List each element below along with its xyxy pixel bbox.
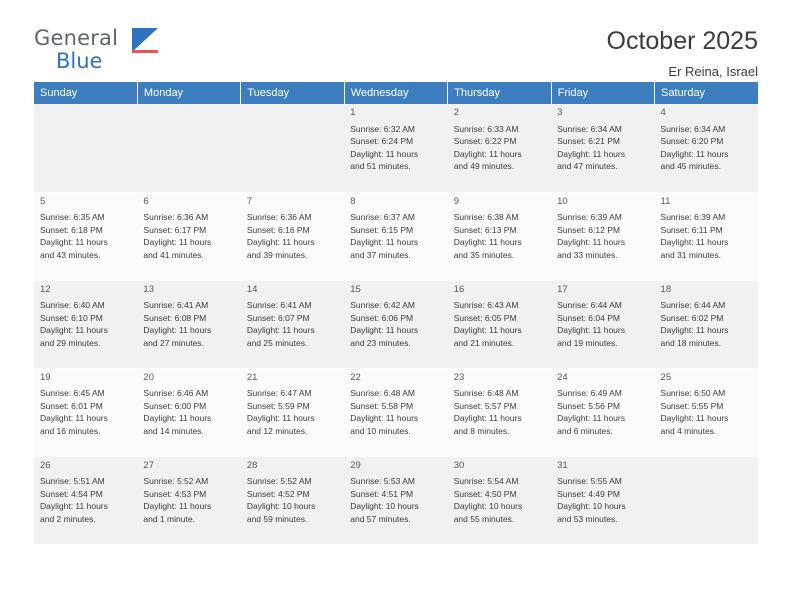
weekday-header-row (34, 82, 758, 104)
day-number: 11 (660, 195, 671, 207)
day-sunrise-text: Sunrise: 6:35 AM (40, 212, 105, 222)
day-daylight2-text: and 33 minutes. (557, 249, 618, 260)
calendar-day-cell (551, 456, 654, 544)
day-daylight1-text: Daylight: 10 hours (557, 501, 626, 511)
day-number: 21 (246, 371, 258, 383)
calendar-week-row (34, 368, 758, 456)
page-header (34, 0, 758, 79)
day-number: 28 (246, 459, 258, 471)
day-number: 1 (350, 107, 356, 118)
day-sunrise-text: Sunrise: 6:34 AM (557, 123, 622, 134)
day-sunset-text: Sunset: 6:06 PM (350, 312, 414, 323)
day-number: 13 (143, 283, 154, 295)
day-sunset-text: Sunset: 5:55 PM (660, 400, 724, 411)
day-sunrise-text: Sunrise: 6:39 AM (557, 212, 622, 222)
day-number: 9 (453, 195, 459, 207)
day-daylight1-text: Daylight: 11 hours (143, 501, 212, 511)
day-daylight1-text: Daylight: 10 hours (453, 501, 523, 511)
day-sunset-text: Sunset: 5:57 PM (453, 400, 517, 411)
location-label: Er Reina, Israel (668, 64, 758, 79)
day-sunset-text: Sunset: 6:10 PM (40, 312, 103, 323)
calendar-week-row (34, 104, 758, 192)
day-number: 4 (660, 107, 666, 118)
day-daylight1-text: Daylight: 11 hours (40, 501, 108, 511)
day-sunrise-text: Sunrise: 6:37 AM (350, 212, 415, 222)
day-daylight1-text: Daylight: 11 hours (557, 325, 625, 335)
day-sunrise-text: Sunrise: 5:54 AM (453, 476, 519, 486)
calendar-day-cell (344, 368, 447, 456)
calendar-week-row (34, 192, 758, 280)
day-daylight1-text: Daylight: 11 hours (350, 148, 419, 159)
day-daylight1-text: Daylight: 11 hours (143, 413, 212, 423)
day-sunset-text: Sunset: 4:53 PM (143, 488, 207, 499)
day-number: 12 (40, 283, 51, 295)
day-daylight2-text: and 49 minutes. (453, 161, 515, 171)
calendar-day-cell (551, 280, 654, 368)
day-sunrise-text: Sunrise: 6:43 AM (453, 300, 519, 310)
day-daylight2-text: and 51 minutes. (350, 161, 411, 171)
day-daylight1-text: Daylight: 11 hours (350, 237, 419, 247)
day-daylight1-text: Daylight: 11 hours (143, 237, 212, 247)
day-sunset-text: Sunset: 4:54 PM (40, 488, 103, 499)
day-number: 5 (40, 195, 46, 207)
day-number: 26 (40, 459, 51, 471)
day-sunrise-text: Sunrise: 6:44 AM (660, 300, 726, 310)
weekday-header-saturday: Saturday (655, 82, 758, 104)
day-daylight2-text: and 8 minutes. (453, 425, 510, 436)
calendar-day-cell (34, 192, 137, 280)
day-daylight2-text: and 1 minute. (143, 513, 195, 524)
day-number: 17 (557, 283, 568, 295)
day-number: 14 (246, 283, 258, 295)
day-daylight2-text: and 25 minutes. (246, 337, 308, 348)
day-sunset-text: Sunset: 6:04 PM (557, 312, 620, 323)
day-number: 24 (557, 371, 568, 383)
calendar-day-cell (137, 368, 240, 456)
weekday-header-friday: Friday (551, 82, 654, 104)
day-number: 27 (143, 459, 154, 471)
day-daylight1-text: Daylight: 11 hours (143, 325, 212, 335)
calendar-cell-empty (655, 456, 758, 544)
calendar-day-cell (34, 368, 137, 456)
day-sunset-text: Sunset: 6:11 PM (660, 224, 723, 235)
day-daylight1-text: Daylight: 11 hours (453, 325, 522, 335)
calendar-day-cell (344, 456, 447, 544)
day-number: 16 (453, 283, 465, 295)
calendar-day-cell (448, 456, 551, 544)
calendar-day-cell (551, 192, 654, 280)
day-daylight2-text: and 31 minutes. (660, 249, 722, 260)
day-sunrise-text: Sunrise: 6:36 AM (246, 212, 312, 222)
logo-text-blue: Blue (56, 49, 103, 73)
day-daylight1-text: Daylight: 10 hours (246, 501, 316, 511)
logo-text-general: General (34, 26, 119, 50)
day-sunset-text: Sunset: 6:22 PM (453, 136, 517, 146)
day-daylight1-text: Daylight: 11 hours (246, 325, 315, 335)
day-sunset-text: Sunset: 6:08 PM (143, 312, 207, 323)
calendar-day-cell (241, 456, 344, 544)
day-sunrise-text: Sunrise: 6:48 AM (453, 388, 519, 398)
day-daylight2-text: and 10 minutes. (350, 425, 411, 436)
day-sunrise-text: Sunrise: 6:36 AM (143, 212, 209, 222)
day-sunset-text: Sunset: 6:18 PM (40, 224, 103, 235)
day-daylight1-text: Daylight: 11 hours (557, 148, 625, 159)
day-sunrise-text: Sunrise: 5:51 AM (40, 476, 105, 486)
day-number: 10 (557, 195, 568, 207)
calendar-day-cell (34, 280, 137, 368)
day-number: 23 (453, 371, 465, 383)
day-sunrise-text: Sunrise: 6:47 AM (246, 388, 312, 398)
day-sunrise-text: Sunrise: 6:49 AM (557, 388, 622, 398)
calendar-day-cell (448, 368, 551, 456)
day-daylight2-text: and 6 minutes. (557, 425, 613, 436)
day-number: 20 (143, 371, 154, 383)
day-daylight2-text: and 53 minutes. (557, 513, 618, 524)
calendar-day-cell (655, 192, 758, 280)
calendar-day-cell (448, 104, 551, 192)
day-daylight1-text: Daylight: 11 hours (350, 413, 419, 423)
day-number: 19 (40, 371, 51, 383)
day-sunset-text: Sunset: 5:59 PM (246, 400, 310, 411)
day-daylight2-text: and 41 minutes. (143, 249, 204, 260)
day-daylight2-text: and 12 minutes. (246, 425, 308, 436)
day-sunrise-text: Sunrise: 6:44 AM (557, 300, 622, 310)
day-sunrise-text: Sunrise: 6:38 AM (453, 212, 519, 222)
day-sunrise-text: Sunrise: 5:55 AM (557, 476, 622, 486)
day-sunrise-text: Sunrise: 6:45 AM (40, 388, 105, 398)
day-daylight2-text: and 29 minutes. (40, 337, 101, 348)
day-sunrise-text: Sunrise: 6:33 AM (453, 123, 519, 134)
calendar-body (34, 104, 758, 544)
day-sunset-text: Sunset: 6:02 PM (660, 312, 724, 323)
day-daylight2-text: and 21 minutes. (453, 337, 515, 348)
day-daylight1-text: Daylight: 11 hours (453, 237, 522, 247)
day-daylight1-text: Daylight: 11 hours (350, 325, 419, 335)
day-number: 3 (557, 107, 563, 118)
day-number: 22 (350, 371, 361, 383)
day-sunset-text: Sunset: 6:20 PM (660, 136, 724, 146)
day-daylight2-text: and 55 minutes. (453, 513, 515, 524)
day-daylight1-text: Daylight: 11 hours (40, 413, 108, 423)
day-sunset-text: Sunset: 6:17 PM (143, 224, 207, 235)
calendar-day-cell (655, 280, 758, 368)
day-daylight2-text: and 18 minutes. (660, 337, 722, 348)
day-daylight1-text: Daylight: 11 hours (453, 413, 522, 423)
day-daylight2-text: and 27 minutes. (143, 337, 204, 348)
day-sunset-text: Sunset: 4:49 PM (557, 488, 620, 499)
calendar-cell-empty (34, 104, 137, 192)
day-sunset-text: Sunset: 4:51 PM (350, 488, 414, 499)
day-number: 8 (350, 195, 356, 207)
calendar-day-cell (448, 192, 551, 280)
calendar-day-cell (241, 192, 344, 280)
day-daylight2-text: and 23 minutes. (350, 337, 411, 348)
day-daylight1-text: Daylight: 11 hours (557, 237, 625, 247)
day-number: 6 (143, 195, 149, 207)
day-daylight1-text: Daylight: 11 hours (246, 413, 315, 423)
day-sunrise-text: Sunrise: 6:41 AM (246, 300, 312, 310)
day-daylight2-text: and 37 minutes. (350, 249, 411, 260)
calendar-cell-empty (137, 104, 240, 192)
calendar-day-cell (34, 456, 137, 544)
day-daylight2-text: and 47 minutes. (557, 161, 618, 171)
day-number: 31 (557, 459, 568, 471)
calendar-table (34, 82, 758, 545)
day-sunset-text: Sunset: 6:13 PM (453, 224, 517, 235)
calendar-week-row (34, 456, 758, 544)
calendar-day-cell (137, 456, 240, 544)
day-sunrise-text: Sunrise: 5:52 AM (143, 476, 209, 486)
calendar-day-cell (344, 104, 447, 192)
day-sunrise-text: Sunrise: 6:32 AM (350, 123, 415, 134)
day-sunrise-text: Sunrise: 5:53 AM (350, 476, 415, 486)
day-sunrise-text: Sunrise: 6:48 AM (350, 388, 415, 398)
calendar-day-cell (137, 280, 240, 368)
day-daylight2-text: and 19 minutes. (557, 337, 618, 348)
page-title: October 2025 (606, 27, 758, 55)
day-daylight2-text: and 2 minutes. (40, 513, 96, 524)
day-sunset-text: Sunset: 6:05 PM (453, 312, 517, 323)
day-sunrise-text: Sunrise: 6:41 AM (143, 300, 209, 310)
calendar-day-cell (241, 280, 344, 368)
day-number: 7 (246, 195, 253, 207)
day-sunset-text: Sunset: 6:24 PM (350, 136, 414, 146)
day-daylight2-text: and 57 minutes. (350, 513, 411, 524)
calendar-day-cell (448, 280, 551, 368)
day-daylight1-text: Daylight: 11 hours (660, 325, 729, 335)
day-sunset-text: Sunset: 5:56 PM (557, 400, 620, 411)
day-number: 18 (660, 283, 672, 295)
day-daylight2-text: and 35 minutes. (453, 249, 515, 260)
logo-underline-icon (132, 50, 158, 53)
day-sunrise-text: Sunrise: 5:52 AM (246, 476, 312, 486)
calendar-cell-empty (241, 104, 344, 192)
calendar-day-cell (241, 368, 344, 456)
day-sunset-text: Sunset: 6:07 PM (246, 312, 310, 323)
weekday-header-tuesday: Tuesday (241, 82, 344, 104)
weekday-header-sunday: Sunday (34, 82, 137, 104)
day-sunrise-text: Sunrise: 6:46 AM (143, 388, 209, 398)
weekday-header-monday: Monday (137, 82, 240, 104)
calendar-day-cell (655, 104, 758, 192)
day-sunset-text: Sunset: 6:15 PM (350, 224, 414, 235)
day-sunset-text: Sunset: 6:21 PM (557, 136, 620, 146)
day-daylight1-text: Daylight: 11 hours (557, 413, 625, 423)
day-daylight1-text: Daylight: 11 hours (246, 237, 315, 247)
calendar-day-cell (344, 280, 447, 368)
triangle-logo-icon (132, 28, 158, 52)
day-number: 25 (660, 371, 672, 383)
day-sunrise-text: Sunrise: 6:40 AM (40, 300, 105, 310)
day-sunset-text: Sunset: 6:00 PM (143, 400, 207, 411)
day-daylight1-text: Daylight: 11 hours (40, 325, 108, 335)
day-number: 2 (453, 107, 459, 118)
day-daylight2-text: and 59 minutes. (246, 513, 308, 524)
day-daylight2-text: and 16 minutes. (40, 425, 101, 436)
calendar-day-cell (551, 104, 654, 192)
day-daylight1-text: Daylight: 10 hours (350, 501, 419, 511)
day-daylight1-text: Daylight: 11 hours (40, 237, 108, 247)
day-sunrise-text: Sunrise: 6:50 AM (660, 388, 726, 398)
day-daylight1-text: Daylight: 11 hours (453, 148, 522, 159)
day-number: 15 (350, 283, 361, 295)
day-sunset-text: Sunset: 5:58 PM (350, 400, 414, 411)
day-sunrise-text: Sunrise: 6:42 AM (350, 300, 415, 310)
weekday-header-wednesday: Wednesday (344, 82, 447, 104)
logo (34, 26, 214, 80)
day-daylight1-text: Daylight: 11 hours (660, 237, 729, 247)
calendar-day-cell (551, 368, 654, 456)
calendar-week-row (34, 280, 758, 368)
day-sunrise-text: Sunrise: 6:34 AM (660, 123, 726, 134)
day-sunset-text: Sunset: 6:16 PM (246, 224, 310, 235)
day-sunset-text: Sunset: 4:52 PM (246, 488, 310, 499)
weekday-header-thursday: Thursday (448, 82, 551, 104)
day-daylight2-text: and 43 minutes. (40, 249, 101, 260)
day-daylight2-text: and 4 minutes. (660, 425, 717, 436)
day-daylight1-text: Daylight: 11 hours (660, 413, 729, 423)
day-sunset-text: Sunset: 6:01 PM (40, 400, 103, 411)
day-number: 29 (350, 459, 361, 471)
calendar-day-cell (137, 192, 240, 280)
title-block (607, 26, 759, 79)
day-sunrise-text: Sunrise: 6:39 AM (660, 212, 726, 222)
day-daylight2-text: and 39 minutes. (246, 249, 308, 260)
calendar-day-cell (655, 368, 758, 456)
day-daylight2-text: and 45 minutes. (660, 161, 722, 171)
calendar-day-cell (344, 192, 447, 280)
day-daylight2-text: and 14 minutes. (143, 425, 204, 436)
day-sunset-text: Sunset: 6:12 PM (557, 224, 620, 235)
day-sunset-text: Sunset: 4:50 PM (453, 488, 517, 499)
day-daylight1-text: Daylight: 11 hours (660, 148, 729, 159)
day-number: 30 (453, 459, 465, 471)
